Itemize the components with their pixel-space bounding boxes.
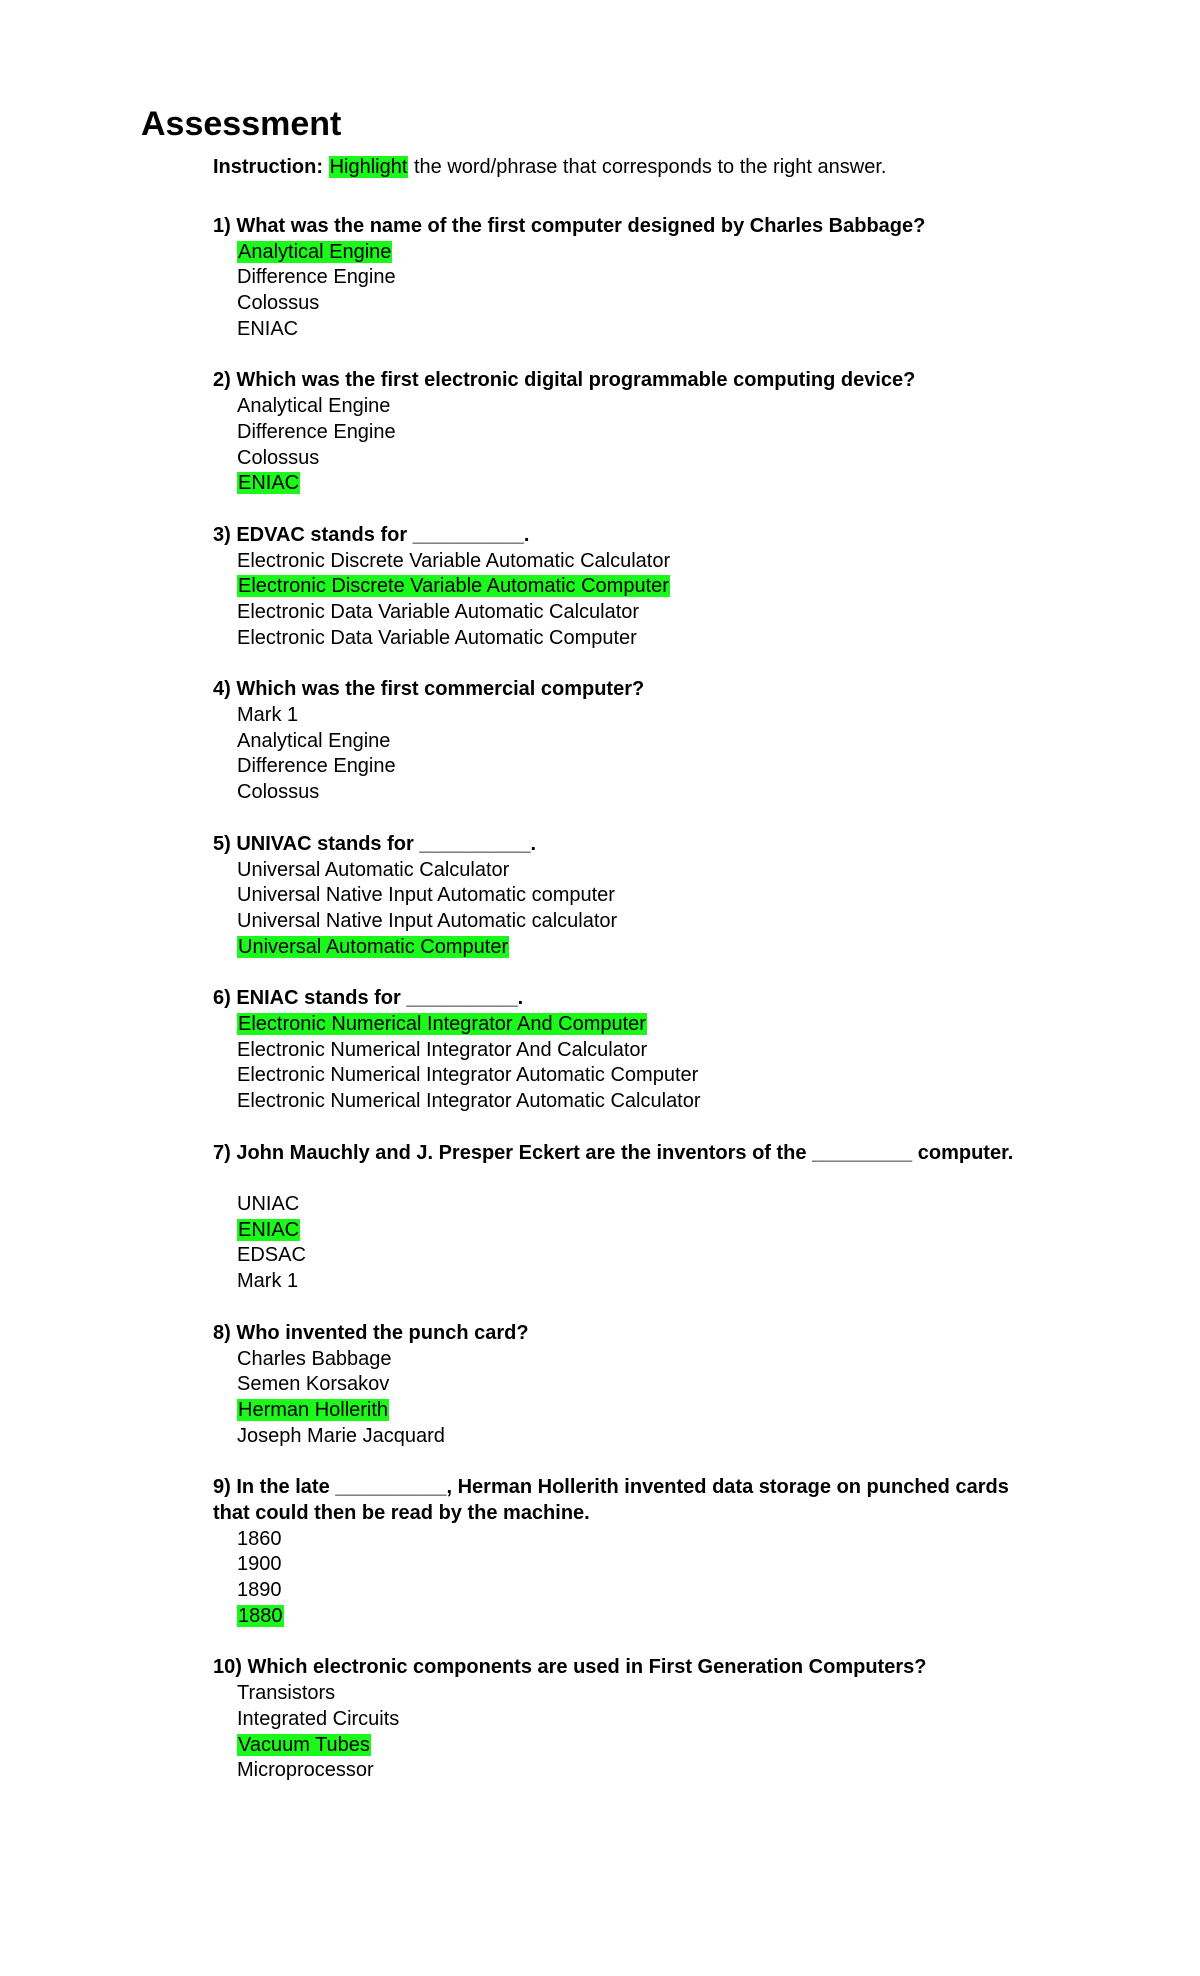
answer-option bbox=[237, 1372, 1043, 1398]
answer-option bbox=[237, 446, 1043, 472]
highlighted-answer: Herman Hollerith bbox=[238, 1398, 389, 1421]
answer-text: Electronic Numerical Integrator Automatic Calculator bbox=[237, 1090, 701, 1113]
question-text: 7) John Mauchly and J. Presper Eckert are the inventors of the _________ computer. bbox=[213, 1141, 1014, 1164]
answer-option bbox=[237, 394, 1043, 420]
answer-text: Electronic Numerical Integrator And Calculator bbox=[237, 1038, 648, 1061]
question-1 bbox=[213, 214, 1043, 342]
question-5 bbox=[213, 832, 1043, 960]
answer-option bbox=[237, 1192, 1043, 1218]
answer-text: UNIAC bbox=[237, 1193, 300, 1216]
instruction-highlight-word: Highlight bbox=[329, 156, 408, 178]
answer-option bbox=[237, 420, 1043, 446]
answer-text: ENIAC bbox=[237, 317, 299, 340]
answer-text: EDSAC bbox=[237, 1244, 306, 1267]
answer-option bbox=[237, 1681, 1043, 1707]
answer-text: Mark 1 bbox=[237, 1270, 299, 1293]
answer-text: Colossus bbox=[237, 446, 320, 469]
highlighted-answer: ENIAC bbox=[238, 472, 300, 495]
question-text: 1) What was the name of the first computer designed by Charles Babbage? bbox=[213, 215, 926, 237]
answer-option bbox=[237, 1063, 1043, 1089]
question-10 bbox=[213, 1655, 1043, 1783]
question-7 bbox=[213, 1141, 1043, 1295]
answer-text: Integrated Circuits bbox=[237, 1707, 400, 1730]
highlighted-answer: 1880 bbox=[238, 1604, 283, 1627]
question-4 bbox=[213, 677, 1043, 805]
answer-option bbox=[237, 1424, 1043, 1450]
answer-option bbox=[237, 1552, 1043, 1578]
answer-option bbox=[237, 703, 1043, 729]
question-text: 6) ENIAC stands for __________. bbox=[213, 987, 524, 1010]
answer-text: Electronic Data Variable Automatic Computer bbox=[237, 626, 637, 649]
answer-text: Joseph Marie Jacquard bbox=[237, 1424, 445, 1447]
question-text: 4) Which was the first commercial computer? bbox=[213, 678, 645, 701]
answer-option bbox=[237, 1347, 1043, 1373]
answer-option bbox=[237, 883, 1043, 909]
answer-options bbox=[213, 1681, 1043, 1784]
highlighted-answer: Universal Automatic Computer bbox=[238, 935, 509, 958]
highlighted-answer: Analytical Engine bbox=[238, 240, 392, 263]
answer-text: 1890 bbox=[237, 1579, 282, 1602]
answer-options bbox=[213, 858, 1043, 961]
answer-option bbox=[237, 317, 1043, 343]
answer-option bbox=[237, 1089, 1043, 1115]
answer-option bbox=[237, 1398, 1043, 1424]
answer-options bbox=[213, 703, 1043, 806]
question-text: 8) Who invented the punch card? bbox=[213, 1321, 529, 1344]
answer-options bbox=[213, 549, 1043, 652]
answer-option bbox=[237, 291, 1043, 317]
answer-option bbox=[237, 574, 1043, 600]
question-3 bbox=[213, 523, 1043, 651]
question-text: 9) In the late __________, Herman Hollerith invented data storage on punched cards that could then be read by the machine. bbox=[213, 1476, 1009, 1525]
question-text: 3) EDVAC stands for __________. bbox=[213, 523, 530, 546]
highlighted-answer: Electronic Numerical Integrator And Computer bbox=[238, 1012, 646, 1035]
question-text: 5) UNIVAC stands for __________. bbox=[213, 832, 537, 855]
page-title: Assessment bbox=[141, 105, 342, 143]
answer-option bbox=[237, 265, 1043, 291]
answer-text: Difference Engine bbox=[237, 266, 396, 289]
question-9 bbox=[213, 1475, 1043, 1629]
answer-text: 1860 bbox=[237, 1527, 282, 1550]
answer-text: Semen Korsakov bbox=[237, 1373, 390, 1396]
answer-text: Colossus bbox=[237, 781, 320, 804]
answer-option bbox=[237, 909, 1043, 935]
answer-option bbox=[237, 1578, 1043, 1604]
answer-text: Transistors bbox=[237, 1682, 336, 1705]
question-2 bbox=[213, 368, 1043, 496]
answer-option bbox=[237, 626, 1043, 652]
answer-text: Analytical Engine bbox=[237, 395, 391, 418]
answer-options bbox=[213, 1347, 1043, 1450]
answer-option bbox=[237, 1733, 1043, 1759]
answer-text: Electronic Numerical Integrator Automatic Computer bbox=[237, 1064, 699, 1087]
answer-options bbox=[213, 1192, 1043, 1295]
answer-option bbox=[237, 1527, 1043, 1553]
question-text: 10) Which electronic components are used in First Generation Computers? bbox=[213, 1656, 927, 1679]
answer-text: Universal Automatic Calculator bbox=[237, 858, 510, 881]
answer-option bbox=[237, 780, 1043, 806]
answer-option bbox=[237, 1038, 1043, 1064]
answer-option bbox=[237, 729, 1043, 755]
answer-text: Difference Engine bbox=[237, 420, 396, 443]
instruction-line bbox=[213, 154, 886, 180]
question-6 bbox=[213, 986, 1043, 1114]
answer-text: 1900 bbox=[237, 1553, 282, 1576]
answer-option bbox=[237, 549, 1043, 575]
question-8 bbox=[213, 1321, 1043, 1449]
answer-text: Electronic Discrete Variable Automatic Calculator bbox=[237, 549, 671, 572]
answer-option bbox=[237, 858, 1043, 884]
answer-text: Mark 1 bbox=[237, 704, 299, 727]
answer-option bbox=[237, 754, 1043, 780]
question-text: 2) Which was the first electronic digital programmable computing device? bbox=[213, 369, 916, 392]
highlighted-answer: Electronic Discrete Variable Automatic Computer bbox=[238, 575, 669, 598]
answer-option bbox=[237, 1012, 1043, 1038]
answer-option bbox=[237, 471, 1043, 497]
answer-text: Colossus bbox=[237, 292, 320, 315]
answer-text: Microprocessor bbox=[237, 1759, 374, 1782]
answer-text: Analytical Engine bbox=[237, 729, 391, 752]
question-list bbox=[213, 214, 1043, 1810]
answer-option bbox=[237, 1604, 1043, 1630]
answer-options bbox=[213, 1527, 1043, 1630]
answer-options bbox=[213, 240, 1043, 343]
answer-option bbox=[237, 935, 1043, 961]
answer-option bbox=[237, 1758, 1043, 1784]
answer-option bbox=[237, 600, 1043, 626]
answer-text: Universal Native Input Automatic computer bbox=[237, 884, 615, 907]
instruction-text: the word/phrase that corresponds to the right answer. bbox=[413, 156, 887, 178]
highlighted-answer: ENIAC bbox=[238, 1218, 300, 1241]
answer-text: Difference Engine bbox=[237, 755, 396, 778]
answer-options bbox=[213, 1012, 1043, 1115]
answer-text: Electronic Data Variable Automatic Calculator bbox=[237, 600, 640, 623]
answer-text: Universal Native Input Automatic calculator bbox=[237, 909, 618, 932]
answer-option bbox=[237, 1707, 1043, 1733]
answer-option bbox=[237, 240, 1043, 266]
answer-option bbox=[237, 1218, 1043, 1244]
answer-options bbox=[213, 394, 1043, 497]
answer-option bbox=[237, 1243, 1043, 1269]
instruction-label: Instruction: bbox=[213, 156, 323, 178]
highlighted-answer: Vacuum Tubes bbox=[238, 1733, 370, 1756]
answer-option bbox=[237, 1269, 1043, 1295]
answer-text: Charles Babbage bbox=[237, 1347, 392, 1370]
